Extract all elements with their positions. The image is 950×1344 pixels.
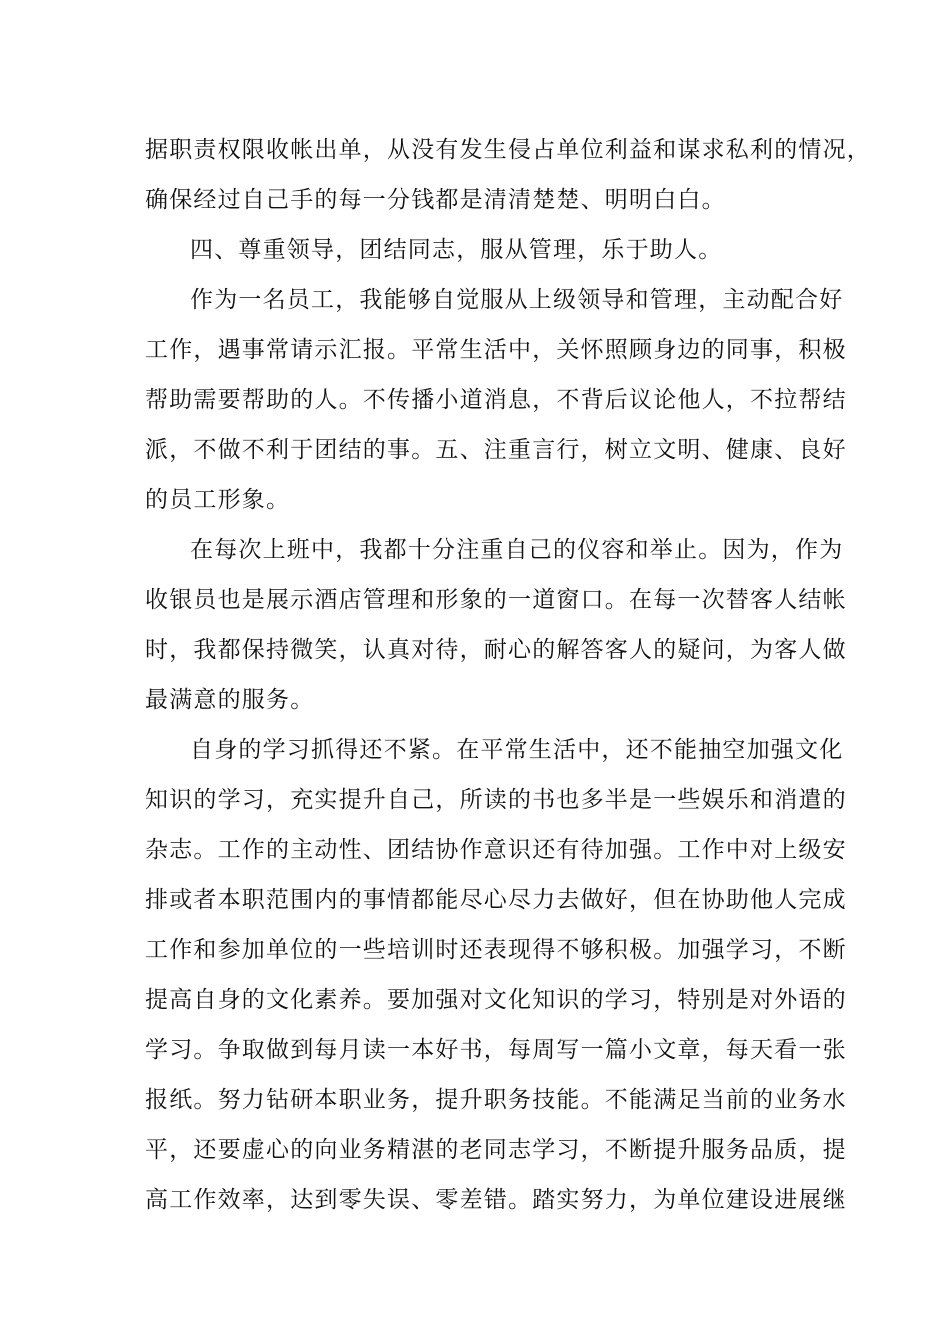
text-line: 报纸。努力钻研本职业务，提升职务技能。不能满足当前的业务水 <box>145 1087 847 1113</box>
text-line: 的员工形象。 <box>145 487 291 513</box>
text-line: 知识的学习，充实提升自己，所读的书也多半是一些娱乐和消遣的 <box>145 787 847 813</box>
text-line: 提高自身的文化素养。要加强对文化知识的学习，特别是对外语的 <box>145 987 847 1013</box>
text-line: 平，还要虚心的向业务精湛的老同志学习，不断提升服务品质，提 <box>145 1137 847 1163</box>
text-line: 作为一名员工，我能够自觉服从上级领导和管理，主动配合好 <box>190 287 844 313</box>
text-line: 工作和参加单位的一些培训时还表现得不够积极。加强学习，不断 <box>145 937 847 963</box>
text-line: 收银员也是展示酒店管理和形象的一道窗口。在每一次替客人结帐 <box>145 587 847 613</box>
text-line: 排或者本职范围内的事情都能尽心尽力去做好，但在协助他人完成 <box>145 887 847 913</box>
text-line: 帮助需要帮助的人。不传播小道消息，不背后议论他人，不拉帮结 <box>145 387 847 413</box>
section-heading: 四、尊重领导，团结同志，服从管理，乐于助人。 <box>190 237 723 263</box>
text-line: 据职责权限收帐出单，从没有发生侵占单位利益和谋求私利的情况， <box>145 137 871 163</box>
text-line: 在每次上班中，我都十分注重自己的仪容和举止。因为，作为 <box>190 537 844 563</box>
text-line: 工作，遇事常请示汇报。平常生活中，关怀照顾身边的同事，积极 <box>145 337 847 363</box>
text-line: 杂志。工作的主动性、团结协作意识还有待加强。工作中对上级安 <box>145 837 847 863</box>
text-line: 高工作效率，达到零失误、零差错。踏实努力，为单位建设进展继 <box>145 1187 847 1213</box>
text-line: 确保经过自己手的每一分钱都是清清楚楚、明明白白。 <box>145 187 726 213</box>
text-line: 时，我都保持微笑，认真对待，耐心的解答客人的疑问，为客人做 <box>145 637 847 663</box>
text-line: 自身的学习抓得还不紧。在平常生活中，还不能抽空加强文化 <box>190 737 844 763</box>
text-line: 派，不做不利于团结的事。五、注重言行，树立文明、健康、良好 <box>145 437 847 463</box>
text-line: 最满意的服务。 <box>145 687 315 713</box>
text-line: 学习。争取做到每月读一本好书，每周写一篇小文章，每天看一张 <box>145 1037 847 1063</box>
